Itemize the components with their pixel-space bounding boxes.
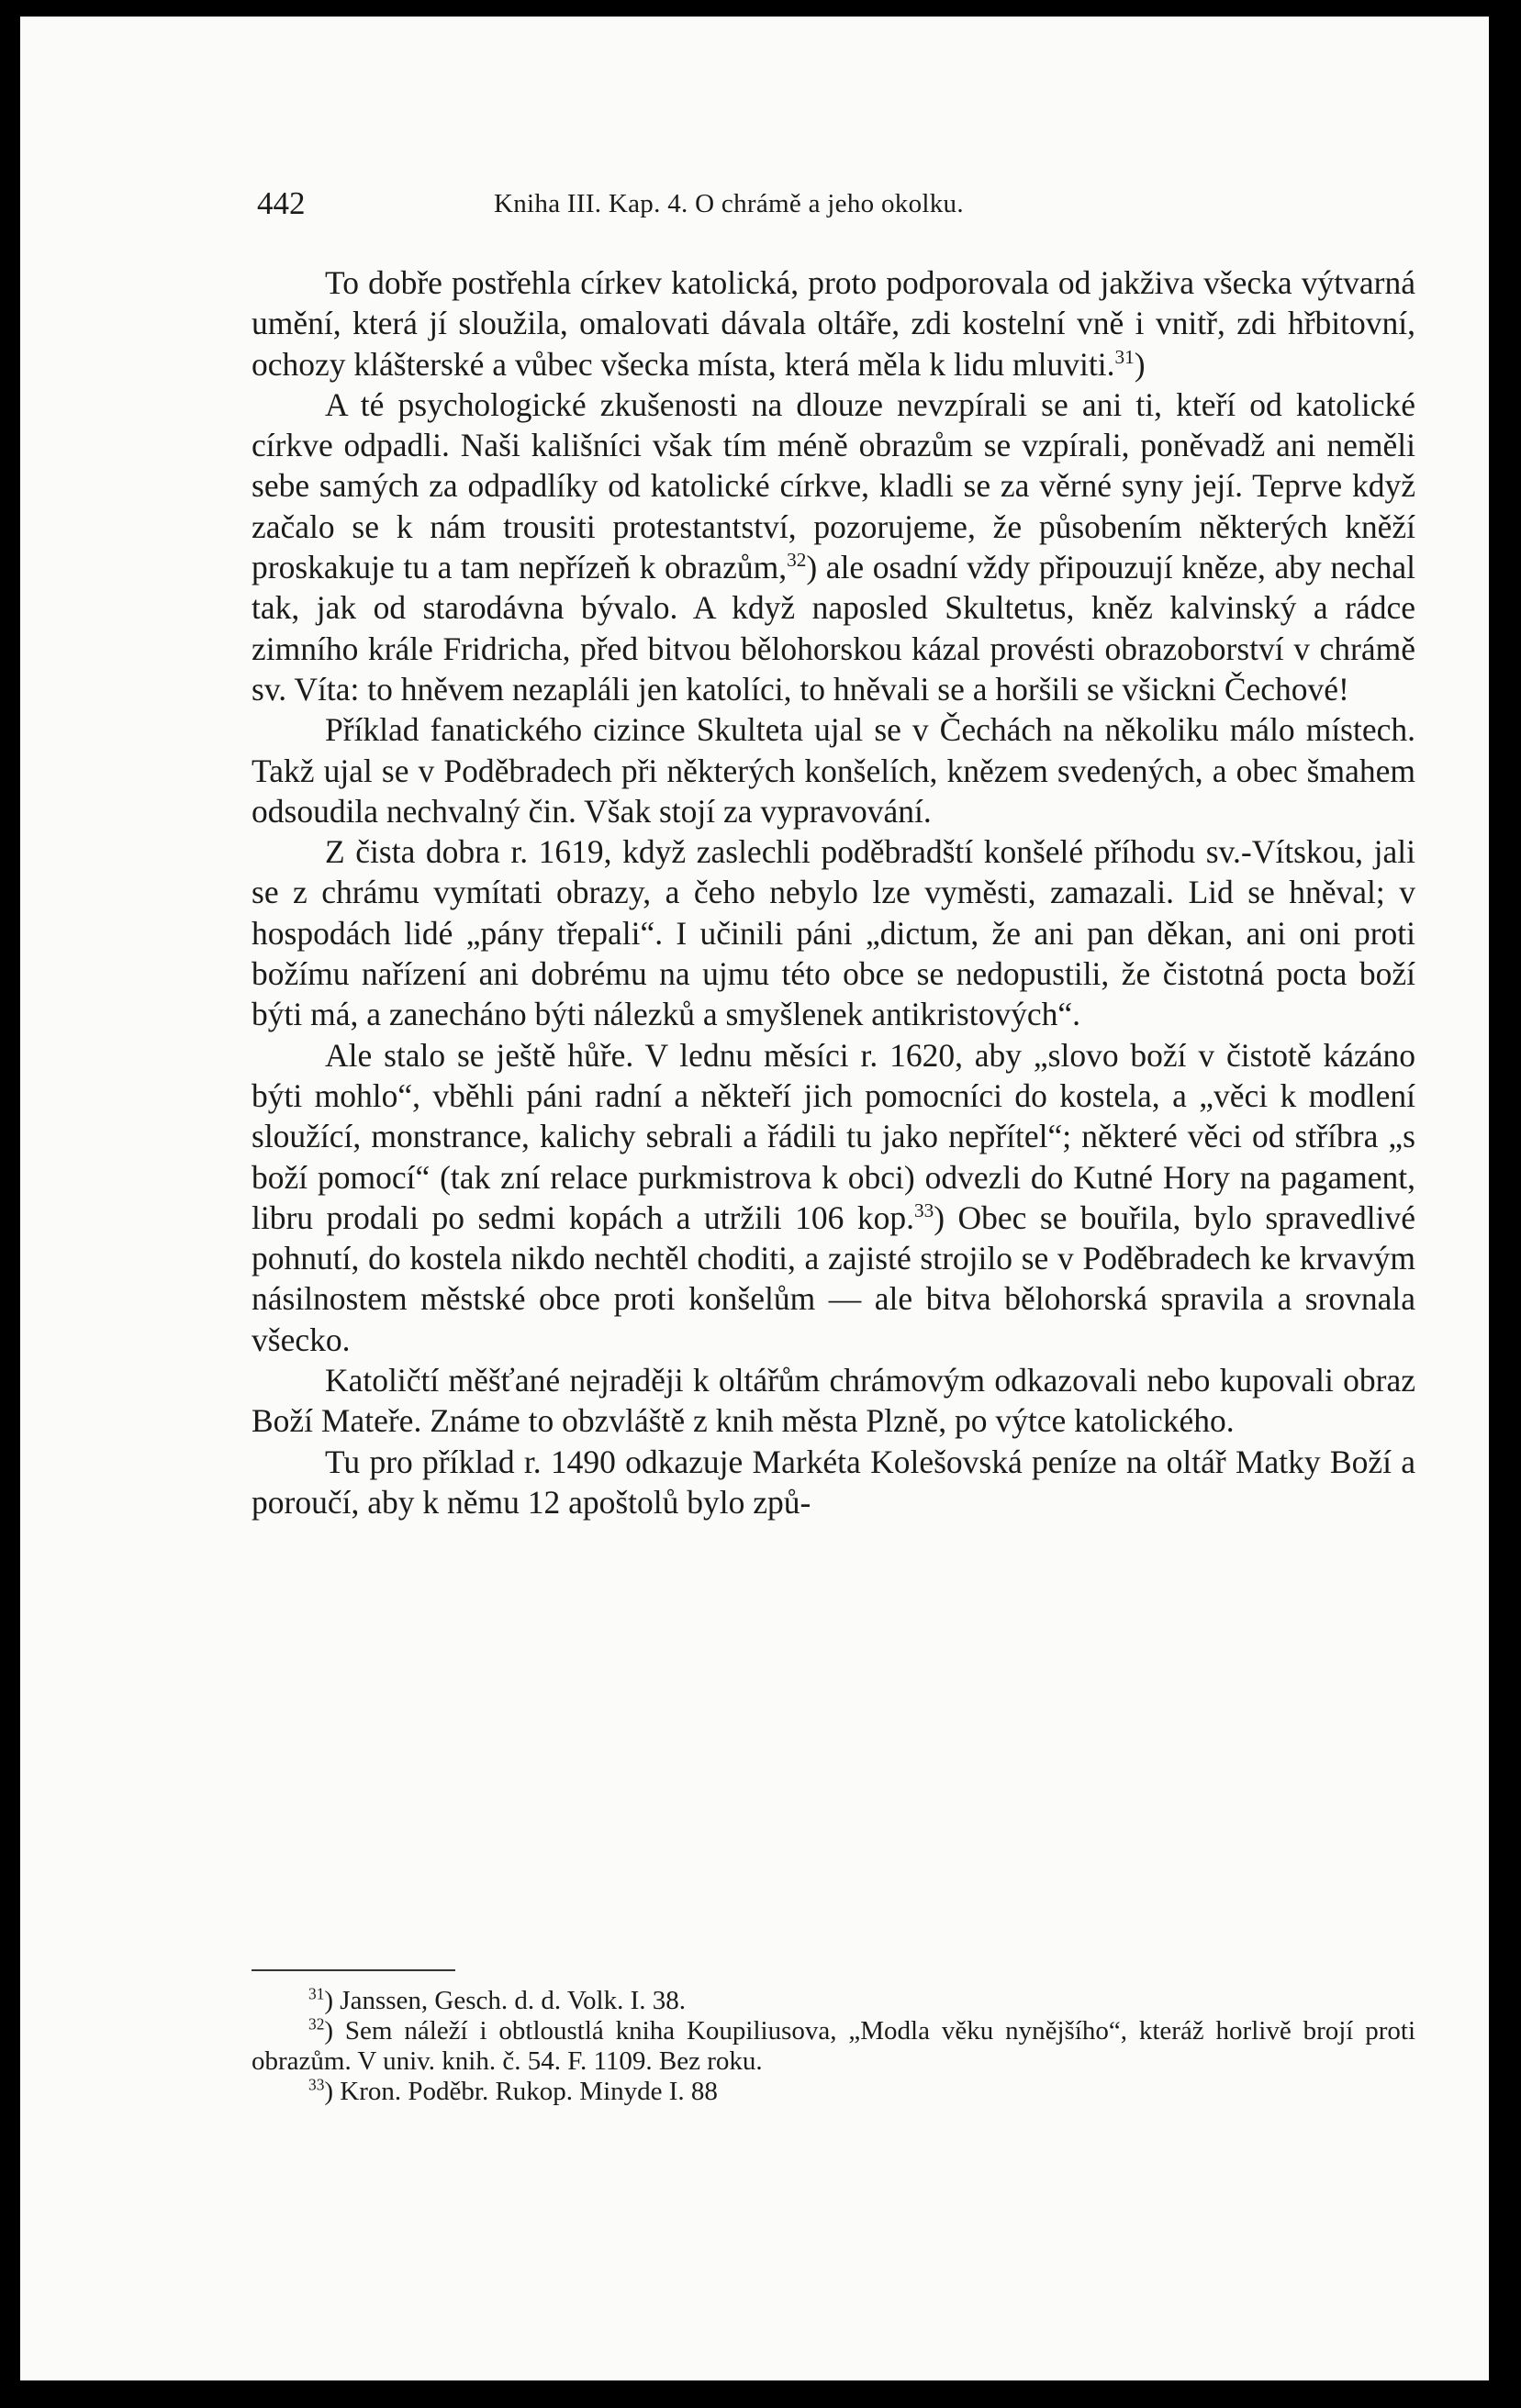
- paragraph-tail: ) Obec se bouřila, bylo spravedlivé pohnutí, do kostela nikdo nechtěl choditi, a zajisté strojilo se v Poděbradech ke krvavým násilnostem městské obce proti konšelům — ale bitva bělohorská spravila a srovnala všecko.: [252, 1198, 1415, 1358]
- paragraph: [252, 1360, 1415, 1442]
- running-title: Kniha III. Kap. 4. O chrámě a jeho okolku.: [494, 189, 964, 218]
- footnote-marker: 31: [308, 1984, 325, 2003]
- footnote: [252, 2077, 1415, 2107]
- footnote-ref: 32: [787, 549, 807, 572]
- paragraph: [252, 709, 1415, 831]
- main-text: [252, 262, 1415, 1522]
- paragraph: [252, 385, 1415, 709]
- paragraph-text: Katoličtí měšťané nejraději k oltářům chrámovým odkazovali nebo kupovali obraz Boží Mateře. Známe to obzvláště z knih města Plzně, po výtce katolického.: [252, 1362, 1415, 1440]
- footnote-divider: [252, 1969, 455, 1971]
- book-page: [20, 17, 1489, 2380]
- paragraph-text: A té psychologické zkušenosti na dlouze nevzpírali se ani ti, kteří od katolické církve odpadli. Naši kališníci však tím méně obrazům se vzpírali, poněvadž ani neměli sebe samých za odpadlíky od katolické církve, kladli se za věrné syny její. Teprve když začalo se k nám trousiti protestantství, pozorujeme, že působením některých kněží proskakuje tu a tam nepřízeň k obrazům,: [252, 385, 1415, 586]
- paragraph-tail: ): [1134, 345, 1146, 383]
- paragraph-text: Z čista dobra r. 1619, když zaslechli poděbradští konšelé příhodu sv.-Vítskou, jali se z chrámu vymítati obrazy, a čeho nebylo lze vyměsti, zamazali. Lid se hněval; v hospodách lidé „pány třepali“. I učinili páni „dictum, že ani pan děkan, ani oni proti božímu nařízení ani dobrému na ujmu této obce se nedopustili, že čistotná pocta boží býti má, a zanecháno býti nálezků a smyšlenek antikristových“.: [252, 833, 1415, 1033]
- footnote-text: ) Sem náleží i obtloustlá kniha Koupiliusova, „Modla věku nynějšího“, kteráž horlivě brojí proti obrazům. V univ. knih. č. 54. F. 1109. Bez roku.: [252, 2016, 1415, 2076]
- paragraph: [252, 1035, 1415, 1360]
- footnote-text: ) Kron. Poděbr. Rukop. Minyde I. 88: [324, 2077, 718, 2106]
- footnote-ref: 33: [913, 1199, 934, 1221]
- paragraph-text: To dobře postřehla církev katolická, proto podporovala od jakživa všecka výtvarná umění, která jí sloužila, omalovati dávala oltáře, zdi kostelní vně i vnitř, zdi hřbitovní, ochozy klášterské a vůbec všecka místa, která měla k lidu mluviti.: [252, 264, 1415, 383]
- footnote: [252, 1986, 1415, 2016]
- footnote-marker: 33: [308, 2075, 325, 2094]
- page-header: [257, 185, 1216, 231]
- footnote-ref: 31: [1114, 345, 1135, 368]
- paragraph-tail: ) ale osadní vždy připouzují kněze, aby nechal tak, jak od starodávna bývalo. A když naposled Skultetus, kněz kalvinský a rádce zimního krále Fridricha, před bitvou bělohorskou kázal provésti obrazoborství v chrámě sv. Víta: to hněvem nezapláli jen katolíci, to hněvali se a horšili se všickni Čechové!: [252, 549, 1415, 708]
- paragraph-text: Příklad fanatického cizince Skulteta ujal se v Čechách na několiku málo místech. Takž ujal se v Poděbradech při některých konšelích, knězem svedených, a obec šmahem odsoudila nechvalný čin. Však stojí za vypravování.: [252, 711, 1415, 830]
- paragraph: [252, 831, 1415, 1034]
- footnotes: [252, 1986, 1415, 2107]
- footnote: [252, 2016, 1415, 2077]
- paragraph-text: Tu pro příklad r. 1490 odkazuje Markéta Kolešovská peníze na oltář Matky Boží a poroučí, aby k němu 12 apoštolů bylo způ-: [252, 1443, 1415, 1521]
- page-number: 442: [257, 185, 306, 221]
- footnote-marker: 32: [308, 2014, 325, 2034]
- paragraph: [252, 1442, 1415, 1523]
- paragraph: [252, 262, 1415, 385]
- footnote-text: ) Janssen, Gesch. d. d. Volk. I. 38.: [324, 1986, 687, 2015]
- paragraph-text: Ale stalo se ještě hůře. V lednu měsíci r. 1620, aby „slovo boží v čistotě kázáno býti mohlo“, vběhli páni radní a někteří jich pomocníci do kostela, a „věci k modlení sloužící, monstrance, kalichy sebrali a řádili tu jako nepřítel“; některé věci od stříbra „s boží pomocí“ (tak zní relace purkmistrova k obci) odvezli do Kutné Hory na pagament, libru prodali po sedmi kopách a utržili 106 kop.: [252, 1036, 1415, 1236]
